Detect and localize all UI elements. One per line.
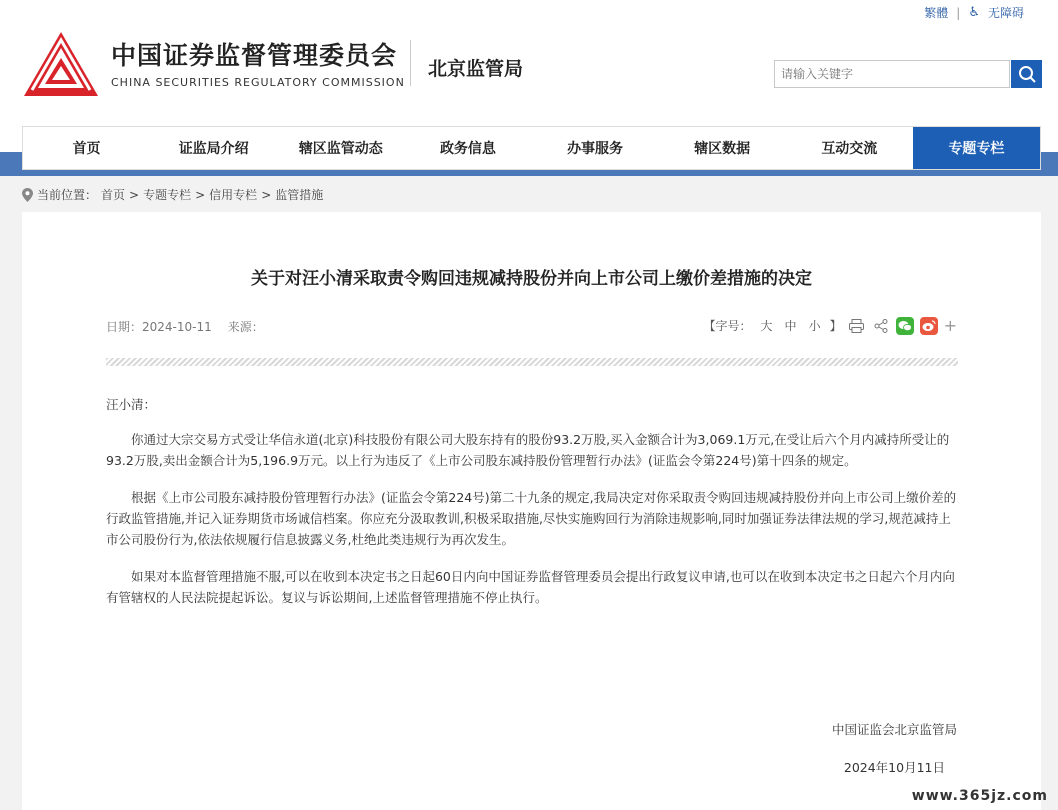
nav-interaction[interactable]: 互动交流 (821, 141, 878, 157)
salutation: 汪小清： (106, 397, 157, 412)
article-date: 2024-10-11 (142, 320, 212, 334)
org-english-name: CHINA SECURITIES REGULATORY COMMISSION (111, 76, 405, 89)
nav-regional-data[interactable]: 辖区数据 (694, 141, 751, 157)
article-title: 关于对汪小清采取责令购回违规减持股份并向上市公司上缴价差措施的决定 (251, 269, 812, 289)
header-divider (410, 40, 411, 86)
more-share-icon[interactable]: + (943, 316, 957, 335)
breadcrumb-sep: > (261, 187, 272, 202)
accessibility-link[interactable]: 无障碍 (987, 6, 1024, 20)
accessibility-icon[interactable]: ♿ (968, 5, 980, 20)
site-watermark: www.365jz.com (911, 788, 1048, 804)
breadcrumb-sep: > (195, 187, 206, 202)
nav-government-info[interactable]: 政务信息 (439, 141, 496, 157)
breadcrumb (22, 186, 323, 203)
title-divider (106, 358, 958, 366)
top-link-separator: | (956, 5, 961, 20)
article-tools (704, 316, 957, 335)
bureau-name[interactable]: 北京监管局 (428, 58, 524, 80)
breadcrumb-prefix: 当前位置： (37, 188, 98, 202)
breadcrumb-credit[interactable]: 信用专栏 (209, 188, 258, 202)
font-size-label: 【字号： (703, 319, 752, 333)
nav-regional-news[interactable]: 辖区监管动态 (298, 141, 383, 157)
article-body (106, 394, 958, 624)
paragraph: 你通过大宗交易方式受让华信永道(北京)科技股份有限公司大股东持有的股份93.2万股,买入金额合计为3,069.1万元,在受让后六个月内减持所受让的93.2万股,卖出金额合计为5,196.9万元。以上行为违反了《上市公司股东减持股份管理暂行办法》(证监会令第224号)第十四条的规定。 (106, 432, 950, 468)
print-icon[interactable] (848, 317, 866, 335)
source-label: 来源： (227, 320, 264, 334)
wechat-icon[interactable] (896, 317, 914, 335)
nav-special-topics[interactable]: 专题专栏 (913, 127, 1040, 169)
top-links (924, 4, 1024, 21)
breadcrumb-home[interactable]: 首页 (101, 188, 126, 202)
font-size-medium[interactable]: 中 (784, 319, 797, 333)
search-button[interactable] (1011, 60, 1042, 88)
nav-bureau-intro[interactable]: 证监局介绍 (178, 141, 249, 157)
nav-services[interactable]: 办事服务 (567, 141, 624, 157)
breadcrumb-special-topics[interactable]: 专题专栏 (143, 188, 192, 202)
search-input[interactable] (774, 60, 1010, 88)
article-container (22, 212, 1041, 810)
csrc-logo-icon[interactable] (22, 30, 100, 100)
traditional-chinese-link[interactable]: 繁體 (924, 6, 949, 20)
font-size-small[interactable]: 小 (808, 319, 821, 333)
signature: 中国证监会北京监管局 (831, 722, 957, 737)
font-size-large[interactable]: 大 (760, 319, 773, 333)
paragraph: 根据《上市公司股东减持股份管理暂行办法》(证监会令第224号)第二十九条的规定,我局决定对你采取责令购回违规减持股份并向上市公司上缴价差的行政监管措施,并记入证券期货市场诚信档案。你应充分汲取教训,积极采取措施,尽快实施购回行为消除违规影响,同时加强证券法律法规的学习,规范减持上市公司股份行为,依法依规履行信息披露义务,杜绝此类违规行为再次发生。 (106, 490, 957, 547)
paragraph: 如果对本监督管理措施不服,可以在收到本决定书之日起60日内向中国证券监督管理委员会提出行政复议申请,也可以在收到本决定书之日起六个月内向有管辖权的人民法院提起诉讼。复议与诉讼期间,上述监督管理措施不停止执行。 (106, 569, 955, 605)
sign-date: 2024年10月11日 (843, 760, 945, 775)
org-name[interactable]: 中国证券监督管理委员会 (111, 41, 398, 70)
nav-home[interactable]: 首页 (72, 141, 101, 157)
breadcrumb-measures[interactable]: 监管措施 (275, 188, 324, 202)
share-icon[interactable] (872, 317, 890, 335)
search-icon (1018, 65, 1036, 83)
location-pin-icon (22, 188, 33, 202)
article-meta (106, 318, 264, 335)
main-nav (22, 126, 1041, 170)
breadcrumb-sep: > (129, 187, 140, 202)
weibo-icon[interactable] (920, 317, 938, 335)
font-size-close: 】 (829, 319, 842, 333)
date-label: 日期： (106, 320, 143, 334)
